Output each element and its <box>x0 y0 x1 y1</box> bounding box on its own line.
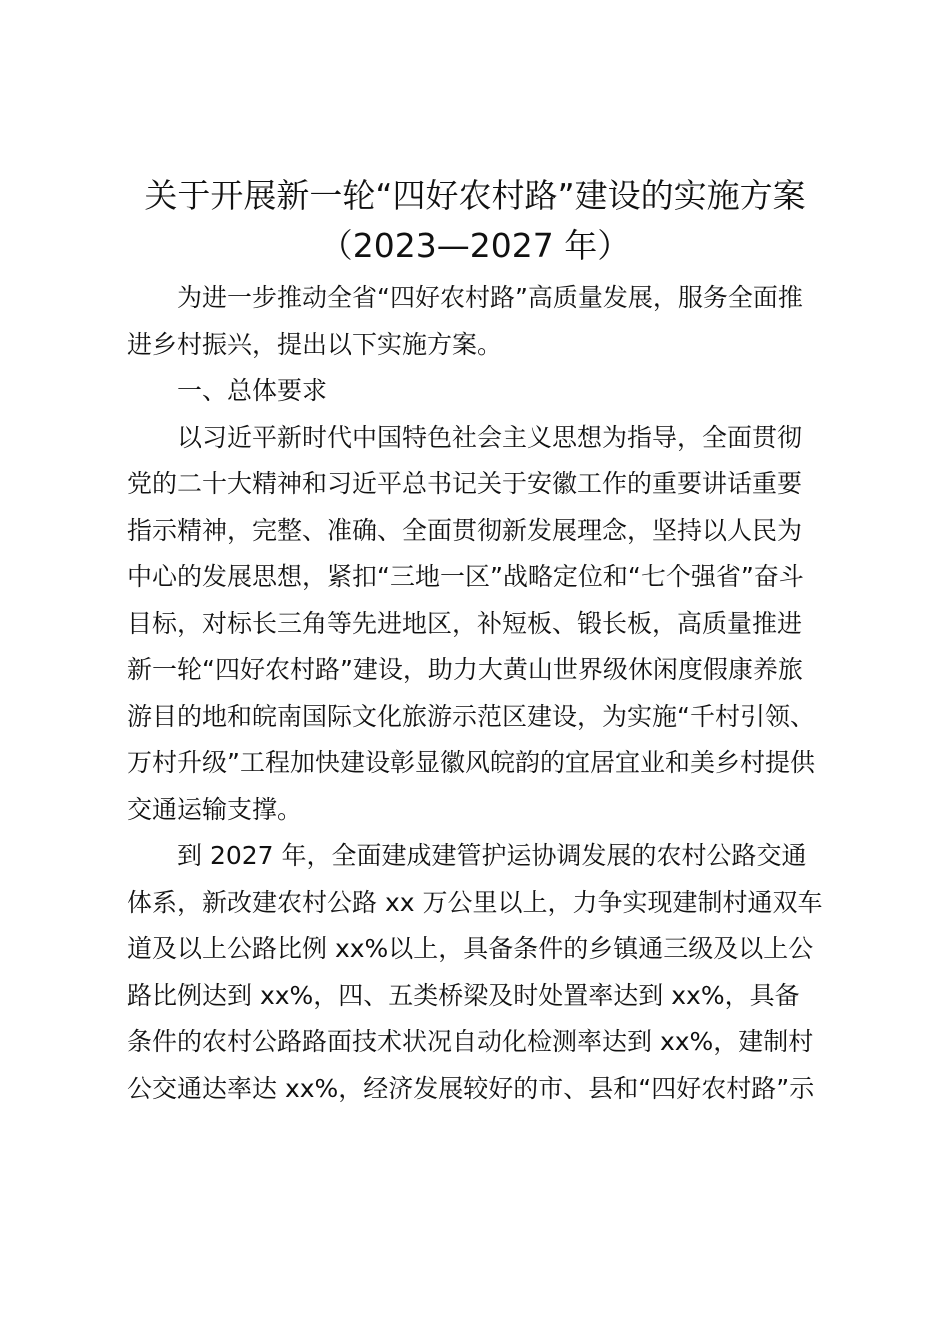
paragraph-line: 道及以上公路比例 xx%以上，具备条件的乡镇通三级及以上公 <box>127 934 814 963</box>
paragraph-line: 以习近平新时代中国特色社会主义思想为指导，全面贯彻 <box>177 423 803 452</box>
document-title: 关于开展新一轮“四好农村路”建设的实施方案 <box>144 176 806 215</box>
paragraph-line: 路比例达到 xx%，四、五类桥梁及时处置率达到 xx%，具备 <box>127 981 800 1010</box>
paragraph-line: 条件的农村公路路面技术状况自动化检测率达到 xx%，建制村 <box>127 1027 814 1056</box>
paragraph-line: 党的二十大精神和习近平总书记关于安徽工作的重要讲话重要 <box>127 469 803 498</box>
paragraph-line: 中心的发展思想，紧扣“三地一区”战略定位和“七个强省”奋斗 <box>127 562 804 591</box>
paragraph-line: 为进一步推动全省“四好农村路”高质量发展，服务全面推 <box>177 283 803 312</box>
paragraph-line: 目标，对标长三角等先进地区，补短板、锻长板，高质量推进 <box>127 609 803 638</box>
paragraph-line: 到 2027 年，全面建成建管护运协调发展的农村公路交通 <box>177 841 807 870</box>
paragraph-line: 万村升级”工程加快建设彰显徽风皖韵的宜居宜业和美乡村提供 <box>127 748 815 777</box>
paragraph-line: 游目的地和皖南国际文化旅游示范区建设，为实施“千村引领、 <box>127 702 815 731</box>
section-heading: 一、总体要求 <box>177 376 328 405</box>
document-title-years: （2023—2027 年） <box>319 226 631 265</box>
paragraph-line: 进乡村振兴，提出以下实施方案。 <box>127 330 503 359</box>
paragraph-line: 交通运输支撑。 <box>127 795 303 824</box>
paragraph-line: 公交通达率达 xx%，经济发展较好的市、县和“四好农村路”示 <box>127 1074 815 1103</box>
paragraph-line: 新一轮“四好农村路”建设，助力大黄山世界级休闲度假康养旅 <box>127 655 803 684</box>
paragraph-line: 体系，新改建农村公路 xx 万公里以上，力争实现建制村通双车 <box>127 888 823 917</box>
paragraph-line: 指示精神，完整、准确、全面贯彻新发展理念，坚持以人民为 <box>127 516 803 545</box>
